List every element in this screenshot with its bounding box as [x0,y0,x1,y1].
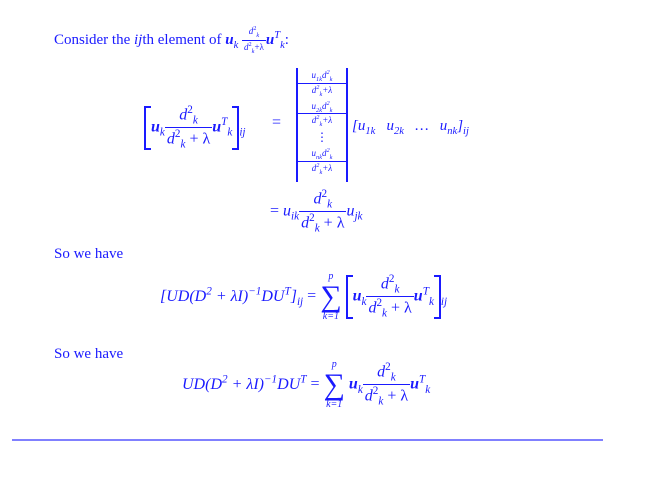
equation-sum-ij: $[UD(D^2 + \lambda I)^{-1}DU^T]_{ij}$ = p ∑ k=1 $u_k$ $\frac{d^2_k}{d^2_k + \lambda}$ $u^T_k$ $_{ij}$ [160,271,448,322]
intro-text: Consider the [54,31,134,48]
equation-element-lhs: $u_k$ $\frac{d^2_k}{d^2_k + \lambda}$ $u^T_k$ $_{ij}$ [144,104,246,151]
so-we-have-1: So we have [54,246,124,262]
left-bracket [144,106,151,150]
intro-expression: $u_k$ $\frac{d^2_k}{d^2_k+\lambda}$ $u^T_k$: [225,25,289,55]
intro-line [54,26,289,55]
so-we-have-2: So we have [54,346,124,362]
horizontal-rule [12,439,603,441]
intro-text2: th element of [142,31,226,48]
row-vector: [$u_{1k}$ $u_{2k}$ … $u_{nk}]_{ij}$ [352,118,469,137]
column-vector: $u_{1k}d^2_k$ $d^2_k+\lambda$ $u_{2k}d^2_k$ $d^2_k+\lambda$ ⋮ $u_{nk}d^2_k$ $d^2_k+\lambda$ [296,68,348,182]
equation-element-result: = $u_{ik}$ $\frac{d^2_k}{d^2_k + \lambda}$ $u_{jk}$ [270,188,363,235]
equals-sign-1: = [272,114,282,131]
equation-sum-matrix: $UD(D^2 + \lambda I)^{-1}DU^T$ = p ∑ k=1 $u_k$ $\frac{d^2_k}{d^2_k + \lambda}$ $u^T_k$ [182,359,431,410]
intro-ij: ij [134,31,143,48]
